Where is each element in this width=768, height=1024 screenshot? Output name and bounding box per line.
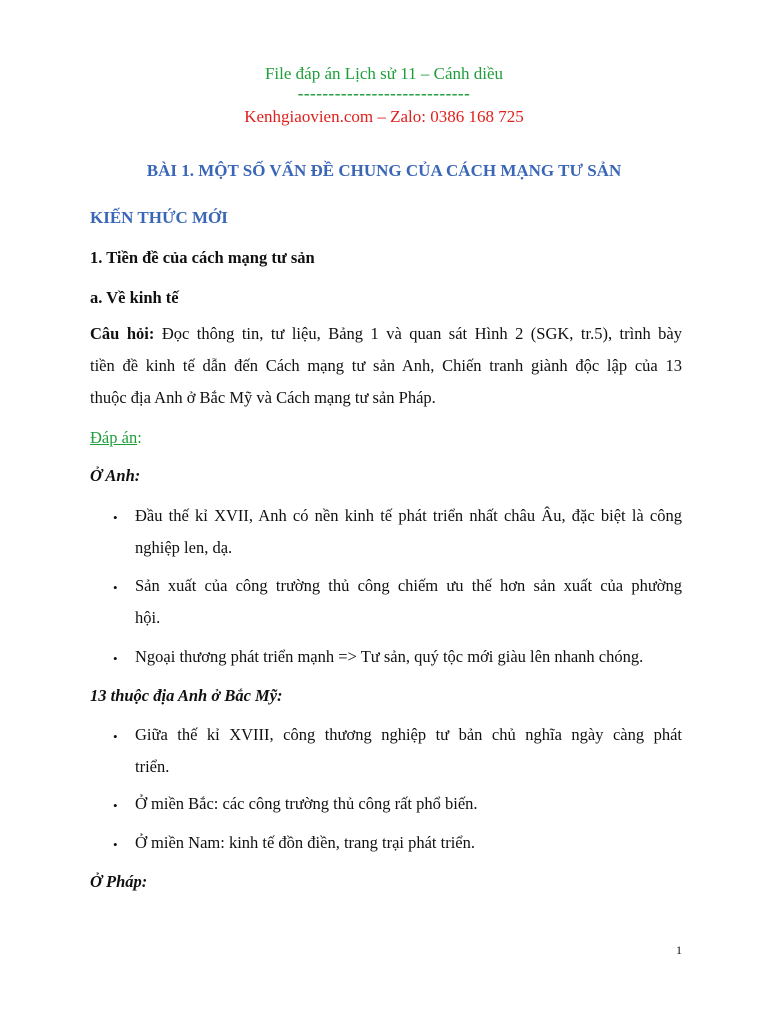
france-heading: Ở Pháp: [90,872,148,891]
bullet-icon: • [113,580,118,595]
colonies-bullet-2-line-1: Ở miền Bắc: các công trường thủ công rất phổ biến. [135,794,478,813]
file-title: File đáp án Lịch sử 11 – Cánh diều [264,64,504,83]
england-bullet-3-line-1: Ngoại thương phát triển mạnh => Tư sản, quý tộc mới giàu lên nhanh chóng. [135,647,644,666]
header-divider: ---------------------------- [297,84,471,103]
answer-label: Đáp án [90,428,138,447]
page-number: 1 [676,943,682,957]
contact-line: Kenhgiaovien.com – Zalo: 0386 168 725 [244,107,524,126]
heading-1: 1. Tiền đề của cách mạng tư sản [90,248,315,267]
answer-colon: : [137,428,142,447]
colonies-bullet-1-line-1: Giữa thế kỉ XVIII, công thương nghiệp tư bản chủ nghĩa ngày càng phát [135,725,682,744]
section-title: KIẾN THỨC MỚI [90,208,228,227]
question-label: Câu hỏi: [90,324,155,343]
bullet-icon: • [113,510,118,525]
lesson-title: BÀI 1. MỘT SỐ VẤN ĐỀ CHUNG CỦA CÁCH MẠNG TƯ SẢN [146,161,622,180]
bullet-icon: • [113,729,118,744]
england-bullet-1-line-2: nghiệp len, dạ. [135,538,233,557]
question-line-2: tiền đề kinh tế dẫn đến Cách mạng tư sản Anh, Chiến tranh giành độc lập của 13 [90,356,682,375]
england-bullet-1-line-1: Đầu thế kỉ XVII, Anh có nền kinh tế phát triển nhất châu Âu, đặc biệt là công [135,506,682,525]
colonies-bullet-1-line-2: triển. [135,757,170,776]
question-line-3: thuộc địa Anh ở Bắc Mỹ và Cách mạng tư sản Pháp. [90,388,436,407]
question-text-1: Đọc thông tin, tư liệu, Bảng 1 và quan sát Hình 2 (SGK, tr.5), trình bày [161,324,683,343]
colonies-bullet-3-line-1: Ở miền Nam: kinh tế đồn điền, trang trại phát triển. [135,833,475,852]
heading-a: a. Về kinh tế [90,288,179,307]
answer-label-line [90,428,142,448]
england-bullet-2-line-2: hội. [135,608,161,627]
bullet-icon: • [113,837,118,852]
bullet-icon: • [113,651,118,666]
bullet-icon: • [113,798,118,813]
england-bullet-2-line-1: Sản xuất của công trường thủ công chiếm ưu thế hơn sản xuất của phường [135,576,682,595]
colonies-heading: 13 thuộc địa Anh ở Bắc Mỹ: [90,686,283,705]
england-heading: Ở Anh: [90,466,141,485]
question-line-1 [90,324,682,344]
